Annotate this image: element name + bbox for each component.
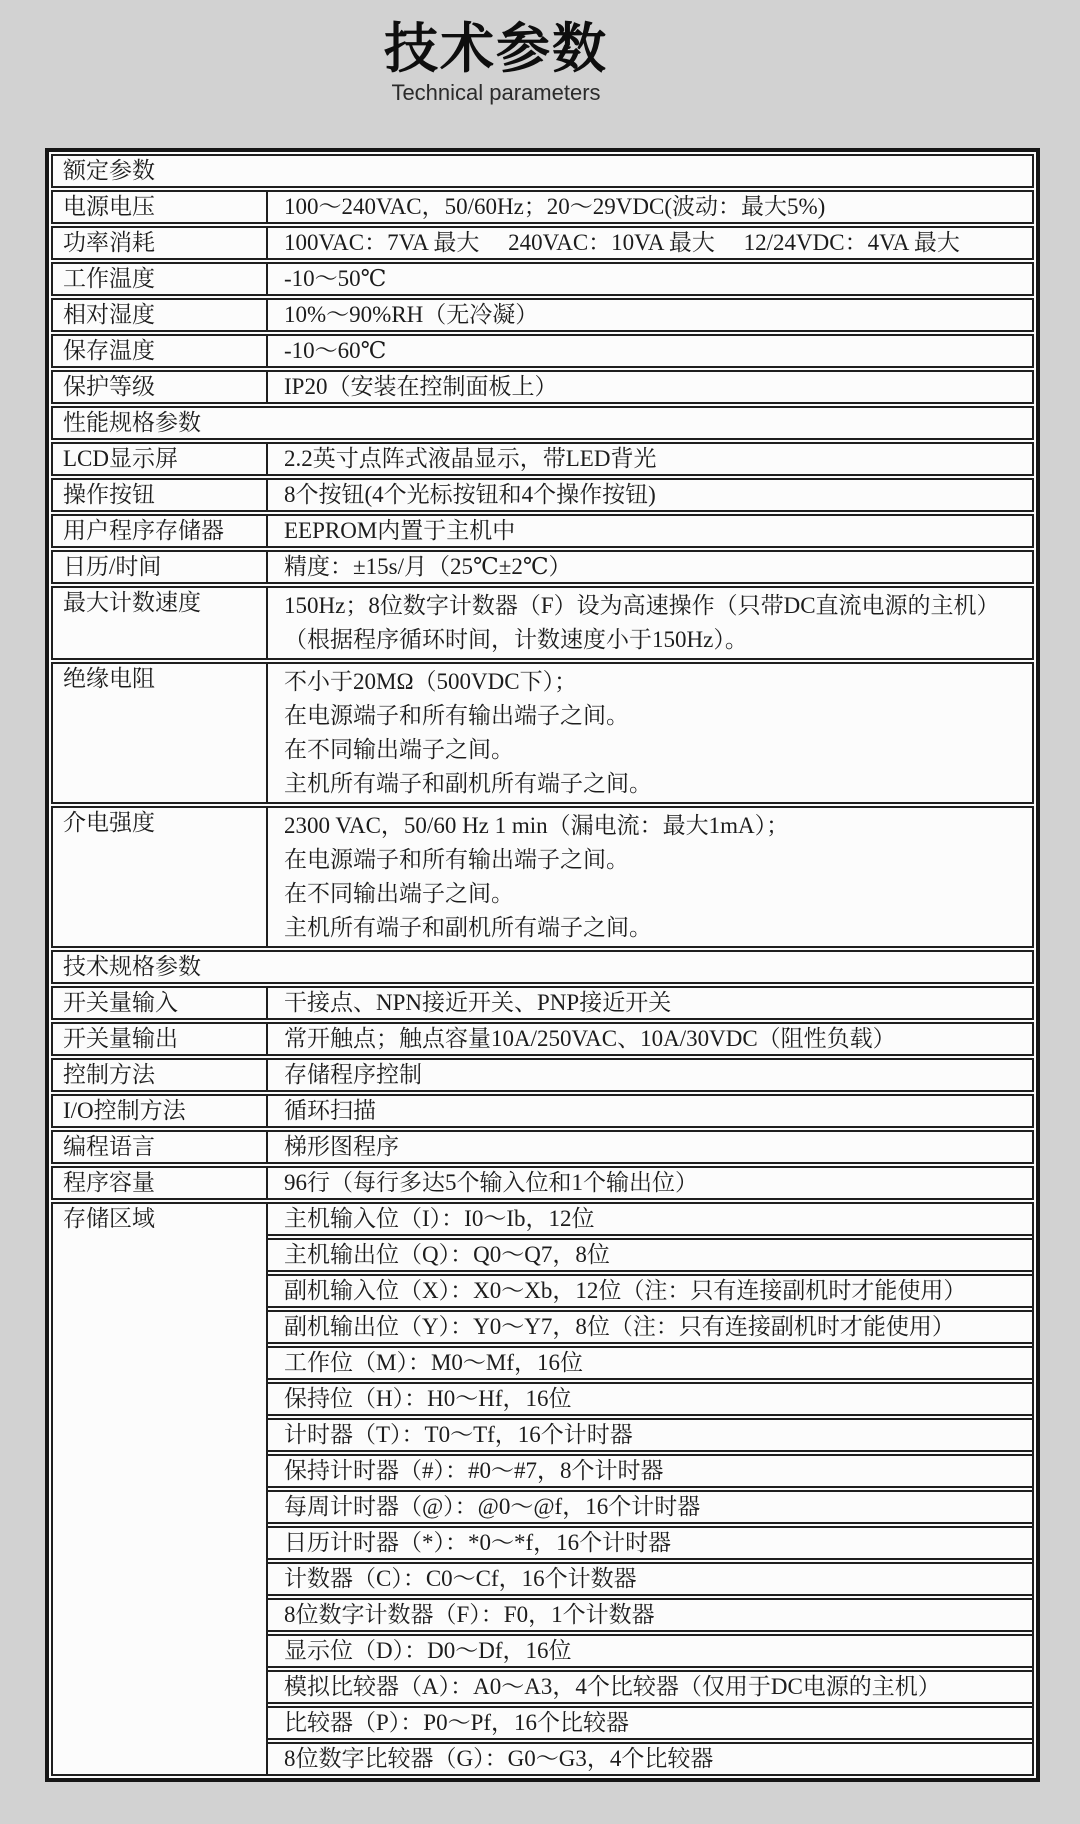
value-line: -10～60℃ xyxy=(284,338,387,363)
spec-label-cell: 开关量输入 xyxy=(53,988,268,1018)
spec-value-cell xyxy=(268,264,1032,294)
value-line: 100VAC：7VA 最大 240VAC：10VA 最大 12/24VDC：4VA 最大 xyxy=(284,230,960,255)
section-header-row xyxy=(51,154,1034,188)
storage-items xyxy=(268,1204,1032,1774)
storage-item: 保持位（H）：H0～Hf，16位 xyxy=(268,1378,1032,1414)
spec-label-cell: 编程语言 xyxy=(53,1132,268,1162)
value-line: 150Hz；8位数字计数器（F）设为高速操作（只带DC直流电源的主机） xyxy=(284,593,1000,618)
storage-item: 比较器（P）：P0～Pf，16个比较器 xyxy=(268,1702,1032,1738)
spec-value-cell xyxy=(268,988,1032,1018)
spec-value-cell xyxy=(268,192,1032,222)
storage-item: 显示位（D）：D0～Df，16位 xyxy=(268,1630,1032,1666)
section-header-row xyxy=(51,406,1034,440)
table-row xyxy=(51,1166,1034,1200)
table-row xyxy=(51,370,1034,404)
spec-label-cell: 相对湿度 xyxy=(53,300,268,330)
spec-label-cell: 用户程序存储器 xyxy=(53,516,268,546)
table-row xyxy=(51,986,1034,1020)
table-row xyxy=(51,226,1034,260)
value-line: 主机所有端子和副机所有端子之间。 xyxy=(284,915,652,940)
storage-item: 副机输入位（X）：X0～Xb，12位（注：只有连接副机时才能使用） xyxy=(268,1270,1032,1306)
storage-group-row xyxy=(51,1202,1034,1776)
storage-item: 副机输出位（Y）：Y0～Y7，8位（注：只有连接副机时才能使用） xyxy=(268,1306,1032,1342)
table-row xyxy=(51,442,1034,476)
table-row xyxy=(51,1058,1034,1092)
value-line: 10%～90%RH（无冷凝） xyxy=(284,302,539,327)
storage-item: 主机输入位（I）：I0～Ib，12位 xyxy=(284,1206,595,1231)
table-row xyxy=(51,662,1034,804)
spec-value-cell xyxy=(268,444,1032,474)
value-line: 存储程序控制 xyxy=(284,1062,422,1087)
value-line: 2.2英寸点阵式液晶显示，带LED背光 xyxy=(284,446,657,471)
value-line: 梯形图程序 xyxy=(284,1134,399,1159)
spec-label-cell: 程序容量 xyxy=(53,1168,268,1198)
value-line: EEPROM内置于主机中 xyxy=(284,518,516,543)
table-row xyxy=(51,1022,1034,1056)
table-row xyxy=(51,262,1034,296)
value-line: IP20（安装在控制面板上） xyxy=(284,374,558,399)
spec-label-cell: 最大计数速度 xyxy=(53,588,268,658)
spec-label-cell: 日历/时间 xyxy=(53,552,268,582)
value-line: 在不同输出端子之间。 xyxy=(284,881,514,906)
spec-value-cell xyxy=(268,516,1032,546)
storage-item: 日历计时器（*）：*0～*f，16个计时器 xyxy=(268,1522,1032,1558)
value-line: 常开触点；触点容量10A/250VAC、10A/30VDC（阻性负载） xyxy=(284,1026,896,1051)
spec-label-cell: 保存温度 xyxy=(53,336,268,366)
spec-value-cell xyxy=(268,808,1032,946)
value-line: 干接点、NPN接近开关、PNP接近开关 xyxy=(284,990,672,1015)
section-label: 性能规格参数 xyxy=(63,410,201,435)
spec-value-cell xyxy=(268,664,1032,802)
table-row xyxy=(51,806,1034,948)
spec-value-cell xyxy=(268,480,1032,510)
spec-value-cell xyxy=(268,336,1032,366)
storage-item: 8位数字计数器（F）：F0，1个计数器 xyxy=(268,1594,1032,1630)
spec-label-cell: 绝缘电阻 xyxy=(53,664,268,802)
value-line: 2300 VAC，50/60 Hz 1 min（漏电流：最大1mA）； xyxy=(284,813,790,838)
storage-item: 主机输出位（Q）：Q0～Q7，8位 xyxy=(268,1234,1032,1270)
value-line: 在不同输出端子之间。 xyxy=(284,737,514,762)
value-line: 100～240VAC，50/60Hz；20～29VDC(波动：最大5%) xyxy=(284,194,826,219)
value-line: 在电源端子和所有输出端子之间。 xyxy=(284,703,629,728)
page-subtitle: Technical parameters xyxy=(391,80,601,105)
value-line: 不小于20MΩ（500VDC下）； xyxy=(284,669,578,694)
spec-value-cell xyxy=(268,300,1032,330)
table-row xyxy=(51,550,1034,584)
value-line: 循环扫描 xyxy=(284,1098,376,1123)
storage-item: 计数器（C）：C0～Cf，16个计数器 xyxy=(268,1558,1032,1594)
spec-label-cell: 介电强度 xyxy=(53,808,268,946)
section-label: 技术规格参数 xyxy=(63,954,201,979)
spec-label-cell: 操作按钮 xyxy=(53,480,268,510)
spec-value-cell xyxy=(268,1168,1032,1198)
spec-value-cell xyxy=(268,372,1032,402)
value-line: 主机所有端子和副机所有端子之间。 xyxy=(284,771,652,796)
spec-label-cell: 电源电压 xyxy=(53,192,268,222)
spec-label-cell: 保护等级 xyxy=(53,372,268,402)
storage-item: 保持计时器（#）：#0～#7，8个计时器 xyxy=(268,1450,1032,1486)
spec-table xyxy=(45,148,1040,1782)
spec-value-cell xyxy=(268,1024,1032,1054)
storage-item: 8位数字比较器（G）：G0～G3，4个比较器 xyxy=(268,1738,1032,1774)
spec-label-cell: LCD显示屏 xyxy=(53,444,268,474)
section-label: 额定参数 xyxy=(63,158,155,183)
spec-value-cell xyxy=(268,1060,1032,1090)
storage-item: 计时器（T）：T0～Tf，16个计时器 xyxy=(268,1414,1032,1450)
table-row xyxy=(51,1094,1034,1128)
storage-item: 模拟比较器（A）：A0～A3，4个比较器（仅用于DC电源的主机） xyxy=(268,1666,1032,1702)
section-header-row xyxy=(51,950,1034,984)
table-row xyxy=(51,298,1034,332)
spec-value-cell xyxy=(268,1096,1032,1126)
value-line: 在电源端子和所有输出端子之间。 xyxy=(284,847,629,872)
spec-label-cell: 功率消耗 xyxy=(53,228,268,258)
table-row xyxy=(51,190,1034,224)
table-row xyxy=(51,514,1034,548)
table-row xyxy=(51,1130,1034,1164)
page-title: 技术参数 xyxy=(384,19,608,79)
value-line: （根据程序循环时间，计数速度小于150Hz）。 xyxy=(284,627,748,652)
storage-item: 每周计时器（@）：@0～@f，16个计时器 xyxy=(268,1486,1032,1522)
table-row xyxy=(51,586,1034,660)
spec-label-cell: 控制方法 xyxy=(53,1060,268,1090)
spec-value-cell xyxy=(268,588,1032,658)
spec-label-cell: 存储区域 xyxy=(53,1204,268,1774)
spec-label-cell: 开关量输出 xyxy=(53,1024,268,1054)
storage-item: 工作位（M）：M0～Mf，16位 xyxy=(268,1342,1032,1378)
value-line: 8个按钮(4个光标按钮和4个操作按钮) xyxy=(284,482,656,507)
spec-label-cell: 工作温度 xyxy=(53,264,268,294)
spec-value-cell xyxy=(268,1132,1032,1162)
value-line: -10～50℃ xyxy=(284,266,387,291)
spec-value-cell xyxy=(268,552,1032,582)
spec-value-cell xyxy=(268,228,1032,258)
value-line: 精度：±15s/月（25℃±2℃） xyxy=(284,554,572,579)
table-row xyxy=(51,334,1034,368)
spec-label-cell: I/O控制方法 xyxy=(53,1096,268,1126)
table-row xyxy=(51,478,1034,512)
value-line: 96行（每行多达5个输入位和1个输出位） xyxy=(284,1170,698,1195)
page-header xyxy=(384,0,608,106)
